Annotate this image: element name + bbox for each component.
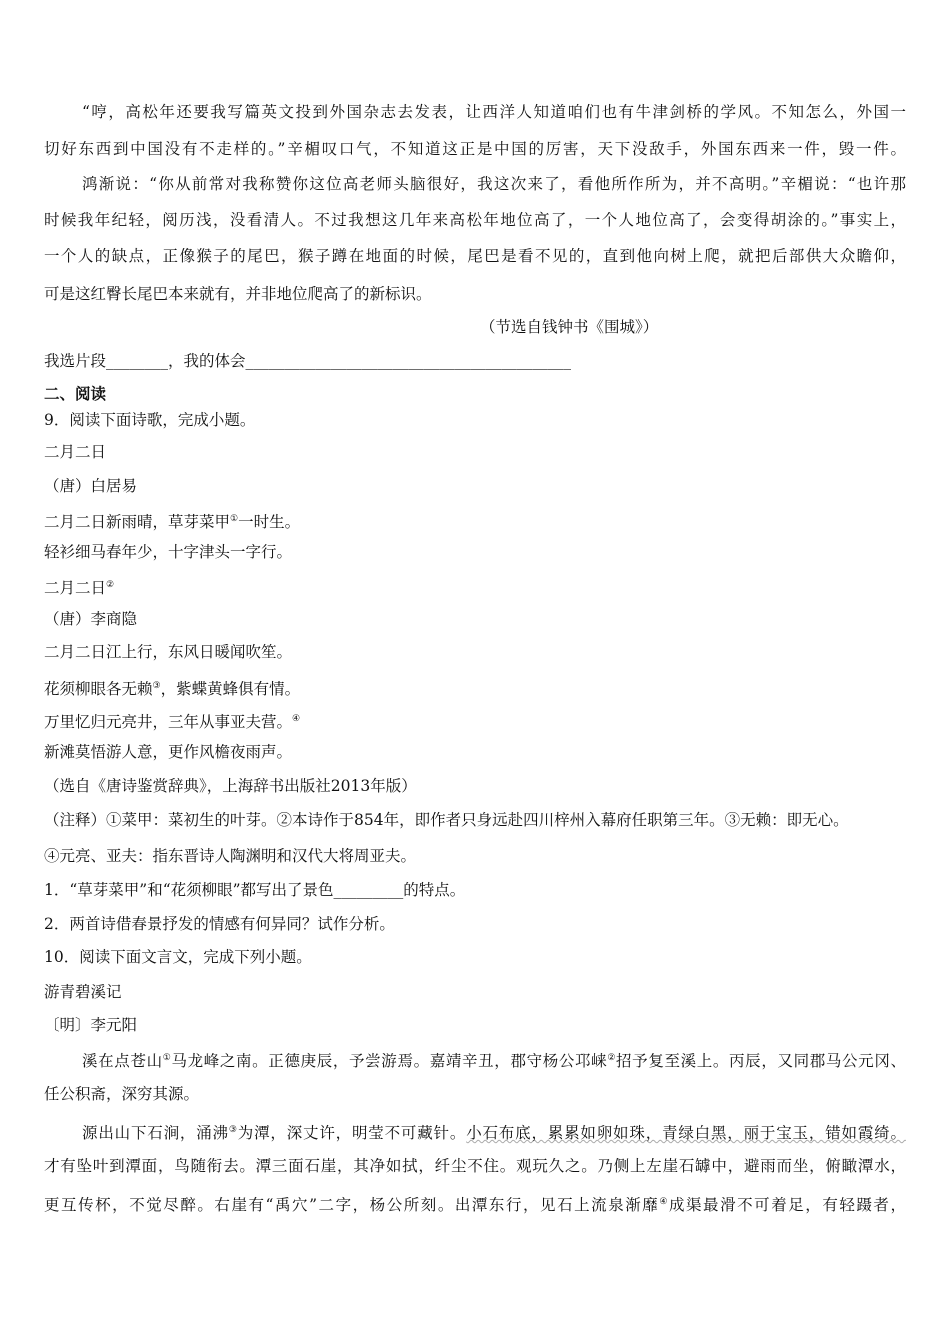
note-mark: ①: [162, 1053, 172, 1063]
passage-source: （节选自钱钟书《围城》）: [480, 318, 659, 336]
essay-line: [44, 1192, 906, 1215]
poem1-author: （唐）白居易: [44, 477, 138, 495]
poem-line: 轻衫细马春年少，十字津头一字行。: [44, 543, 293, 561]
notes: ④元亮、亚夫：指东晋诗人陶渊明和汉代大将周亚夫。: [44, 847, 417, 865]
passage-line: 可是这红臀长尾巴本来就有，并非地位爬高了的新标识。: [44, 285, 432, 303]
question-9: 9．阅读下面诗歌，完成小题。: [44, 411, 256, 429]
passage-line: 一个人的缺点，正像猴子的尾巴，猴子蹲在地面的时候，尾巴是看不见的，直到他向树上爬，就把后部供大众瞻仰，: [44, 247, 906, 265]
note-mark: ③: [152, 681, 161, 691]
underlined-text: 小石布底，累累如卵如珠，青绿白黑，丽于宝玉，错如霞绮。: [466, 1124, 906, 1143]
text: 二月二日: [44, 579, 107, 598]
text: 花须柳眼各无赖: [44, 680, 153, 699]
text: 一时生。: [238, 513, 301, 532]
question-10: 10．阅读下面文言文，完成下列小题。: [44, 948, 312, 966]
text: 源出山下石涧，涌沸: [82, 1124, 229, 1143]
poem2-title: [44, 575, 114, 598]
essay-author: 〔明〕李元阳: [44, 1016, 138, 1034]
section-heading: 二、阅读: [44, 384, 107, 403]
notes: （注释）①菜甲：菜初生的叶芽。②本诗作于854年，即作者只身远赴四川梓州入幕府任职第三年。③无赖：即无心。: [44, 811, 849, 829]
poem-line: 二月二日江上行，东风日暖闻吹笙。: [44, 643, 293, 661]
passage-line: 切好东西到中国没有不走样的。”辛楣叹口气，不知道这正是中国的厉害，天下没敌手，外国东西来一件，毁一件。: [44, 140, 906, 158]
text: 更互传杯，不觉尽醉。右崖有“禹穴”二字，杨公所刻。出潭东行，见石上流泉渐靡: [44, 1196, 660, 1215]
text: 为潭，深丈许，明莹不可藏针。: [237, 1124, 467, 1143]
poem-line: [44, 676, 300, 699]
poem-source: （选自《唐诗鉴赏辞典》，上海辞书出版社2013年版）: [44, 777, 417, 795]
note-mark: ④: [659, 1197, 669, 1207]
note-mark: ②: [106, 580, 115, 590]
text: 万里忆归元亮井，三年从事亚夫营。: [44, 713, 293, 732]
text: ，紫蝶黄蜂俱有情。: [160, 680, 301, 699]
poem-line: [44, 509, 300, 532]
essay-line: 任公积斋，深穷其源。: [44, 1085, 200, 1103]
essay-title: 游青碧溪记: [44, 983, 122, 1001]
question-9-2: 2．两首诗借春景抒发的情感有何异同？试作分析。: [44, 915, 395, 933]
poem1-title: 二月二日: [44, 443, 107, 461]
text: 溪在点苍山: [82, 1052, 163, 1071]
poem-line: [44, 709, 300, 732]
passage-line: 时候我年纪轻，阅历浅，没看清人。不过我想这几年来高松年地位高了，一个人地位高了，会变得胡涂的。”事实上，: [44, 211, 906, 229]
note-mark: ②: [607, 1053, 617, 1063]
text: 成渠最滑不可着足，有轻蹑者，: [668, 1196, 906, 1215]
text: 招予复至溪上。丙辰，又同郡马公元冈、: [616, 1052, 906, 1071]
poem2-author: （唐）李商隐: [44, 610, 138, 628]
question-9-1: 1．“草芽菜甲”和“花须柳眼”都写出了景色_________的特点。: [44, 881, 466, 899]
poem-line: 新滩莫悟游人意，更作风檐夜雨声。: [44, 743, 293, 761]
essay-line: [82, 1048, 906, 1071]
response-prompt: 我选片段________，我的体会__________________________________________: [44, 352, 572, 370]
essay-line: [82, 1120, 906, 1143]
note-mark: ③: [228, 1125, 238, 1135]
essay-line: 才有坠叶到潭面，鸟随衔去。潭三面石崖，其净如拭，纤尘不住。观玩久之。乃侧上左崖石罅中，避雨而坐，俯瞰潭水，: [44, 1157, 906, 1175]
note-mark: ①: [230, 514, 239, 524]
passage-line: “哼，高松年还要我写篇英文投到外国杂志去发表，让西洋人知道咱们也有牛津剑桥的学风。不知怎么，外国一: [82, 103, 906, 121]
passage-line: 鸿渐说：“你从前常对我称赞你这位高老师头脑很好，我这次来了，看他所作所为，并不高明。”辛楣说：“也许那: [82, 175, 906, 193]
text: 二月二日新雨晴，草芽菜甲: [44, 513, 231, 532]
note-mark: ④: [292, 714, 301, 724]
text: 马龙峰之南。正德庚辰，予尝游焉。嘉靖辛丑，郡守杨公邛崃: [171, 1052, 608, 1071]
